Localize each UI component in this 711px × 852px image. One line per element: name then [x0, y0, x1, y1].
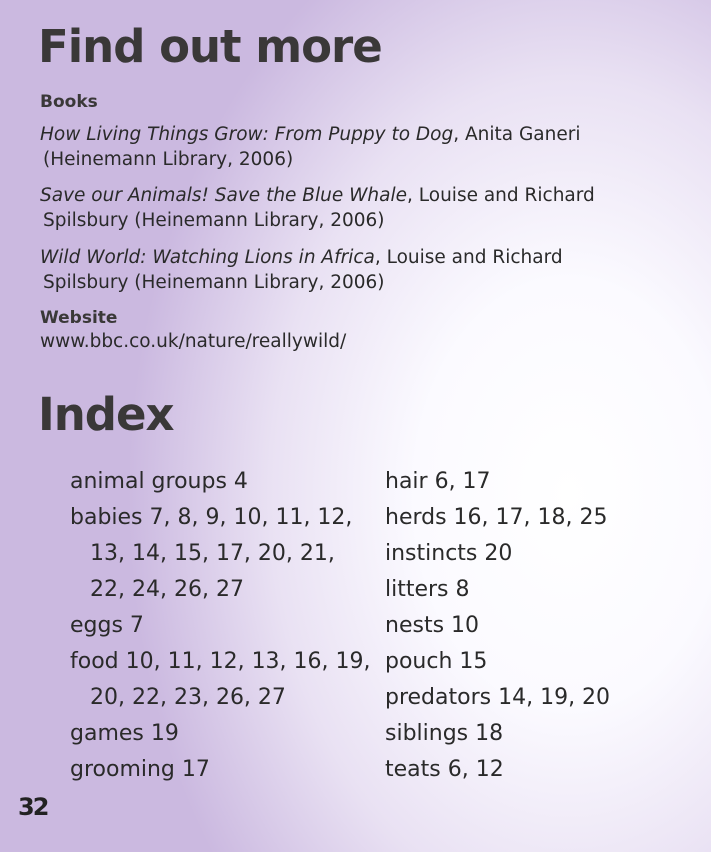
index-column-right [385, 464, 610, 788]
index-heading: Index [38, 388, 174, 441]
index-entry: eggs 7 [70, 613, 144, 638]
website-link[interactable]: www.bbc.co.uk/nature/reallywild/ [40, 331, 347, 352]
index-entry: pouch 15 [385, 649, 488, 674]
book-title: How Living Things Grow: From Puppy to Dog [40, 124, 454, 145]
book-entry [40, 245, 660, 295]
book-publisher: Spilsbury (Heinemann Library, 2006) [43, 210, 385, 231]
find-out-more-heading: Find out more [38, 20, 382, 73]
book-title: Save our Animals! Save the Blue Whale [40, 185, 408, 206]
website-heading: Website [40, 308, 118, 328]
index-entry: food 10, 11, 12, 13, 16, 19, [70, 649, 371, 674]
index-entry: games 19 [70, 721, 179, 746]
index-entry: nests 10 [385, 613, 480, 638]
book-author: , Louise and Richard [407, 185, 595, 206]
book-entry [40, 122, 660, 172]
index-entry: grooming 17 [70, 757, 210, 782]
book-author: , Anita Ganeri [453, 124, 581, 145]
page-number: 32 [18, 793, 48, 821]
index-entry: babies 7, 8, 9, 10, 11, 12, [70, 505, 353, 530]
index-entry: hair 6, 17 [385, 469, 491, 494]
book-publisher: (Heinemann Library, 2006) [43, 149, 294, 170]
index-entry: animal groups 4 [70, 469, 248, 494]
index-entry: instincts 20 [385, 541, 513, 566]
index-entry-continuation: 20, 22, 23, 26, 27 [90, 685, 286, 710]
index-entry: predators 14, 19, 20 [385, 685, 611, 710]
book-author: , Louise and Richard [374, 247, 563, 268]
book-title: Wild World: Watching Lions in Africa [40, 247, 375, 268]
index-entry-continuation: 13, 14, 15, 17, 20, 21, [90, 541, 335, 566]
index-entry: teats 6, 12 [385, 757, 504, 782]
index-entry: herds 16, 17, 18, 25 [385, 505, 608, 530]
index-entry-continuation: 22, 24, 26, 27 [90, 577, 244, 602]
index-entry: siblings 18 [385, 721, 504, 746]
book-entry [40, 183, 660, 233]
index-entry: litters 8 [385, 577, 470, 602]
books-heading: Books [40, 92, 98, 112]
book-publisher: Spilsbury (Heinemann Library, 2006) [43, 272, 385, 293]
index-column-left [70, 464, 371, 788]
